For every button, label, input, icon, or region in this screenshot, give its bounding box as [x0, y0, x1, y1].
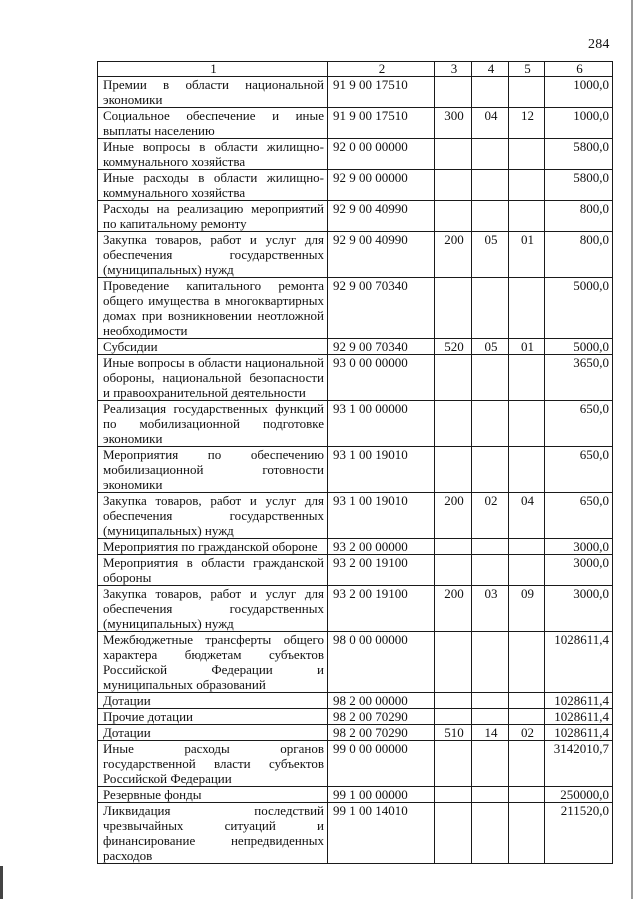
cell-expense-type [435, 632, 472, 693]
cell-target-code: 91 9 00 17510 [328, 108, 435, 139]
cell-section [472, 201, 509, 232]
cell-section [472, 693, 509, 709]
cell-target-code: 93 1 00 00000 [328, 401, 435, 447]
cell-section [472, 401, 509, 447]
cell-target-code: 93 1 00 19010 [328, 493, 435, 539]
cell-section [472, 139, 509, 170]
table-row [98, 355, 613, 401]
cell-amount: 211520,0 [545, 803, 613, 864]
cell-item-name: Резервные фонды [98, 787, 328, 803]
cell-amount: 3000,0 [545, 555, 613, 586]
cell-item-name: Закупка товаров, работ и услуг для обеспечения государственных (муниципальных) нужд [98, 586, 328, 632]
cell-item-name: Закупка товаров, работ и услуг для обеспечения государственных (муниципальных) нужд [98, 493, 328, 539]
scan-left-edge [0, 866, 3, 899]
cell-section [472, 803, 509, 864]
cell-amount: 5800,0 [545, 170, 613, 201]
cell-subsection [509, 77, 545, 108]
column-header: 5 [509, 62, 545, 77]
cell-item-name: Иные расходы органов государственной власти субъектов Российской Федерации [98, 741, 328, 787]
cell-subsection: 02 [509, 725, 545, 741]
cell-amount: 800,0 [545, 232, 613, 278]
cell-section [472, 278, 509, 339]
cell-amount: 3142010,7 [545, 741, 613, 787]
cell-target-code: 93 2 00 19100 [328, 586, 435, 632]
column-header: 3 [435, 62, 472, 77]
table-row [98, 493, 613, 539]
table-row [98, 232, 613, 278]
cell-target-code: 98 2 00 00000 [328, 693, 435, 709]
cell-target-code: 93 0 00 00000 [328, 355, 435, 401]
cell-expense-type: 300 [435, 108, 472, 139]
cell-amount: 1028611,4 [545, 632, 613, 693]
cell-amount: 5800,0 [545, 139, 613, 170]
cell-subsection [509, 355, 545, 401]
cell-subsection: 04 [509, 493, 545, 539]
cell-subsection [509, 201, 545, 232]
cell-amount: 1028611,4 [545, 693, 613, 709]
table-row [98, 401, 613, 447]
cell-expense-type: 510 [435, 725, 472, 741]
cell-target-code: 92 9 00 40990 [328, 201, 435, 232]
cell-subsection [509, 709, 545, 725]
cell-target-code: 92 9 00 00000 [328, 170, 435, 201]
table-row [98, 278, 613, 339]
cell-target-code: 99 1 00 00000 [328, 787, 435, 803]
table-row [98, 741, 613, 787]
table-row [98, 803, 613, 864]
cell-expense-type [435, 555, 472, 586]
table-row [98, 170, 613, 201]
table-row [98, 787, 613, 803]
table-row [98, 632, 613, 693]
cell-item-name: Мероприятия по обеспечению мобилизационной готовности экономики [98, 447, 328, 493]
cell-amount: 650,0 [545, 447, 613, 493]
table-row [98, 725, 613, 741]
table-row [98, 709, 613, 725]
table-row [98, 447, 613, 493]
cell-section: 14 [472, 725, 509, 741]
column-header: 4 [472, 62, 509, 77]
cell-amount: 800,0 [545, 201, 613, 232]
cell-subsection [509, 803, 545, 864]
cell-section: 02 [472, 493, 509, 539]
cell-section [472, 632, 509, 693]
cell-expense-type [435, 539, 472, 555]
cell-section [472, 447, 509, 493]
cell-amount: 3000,0 [545, 539, 613, 555]
cell-expense-type [435, 170, 472, 201]
cell-target-code: 93 1 00 19010 [328, 447, 435, 493]
cell-target-code: 98 2 00 70290 [328, 725, 435, 741]
cell-item-name: Иные вопросы в области жилищно-коммунального хозяйства [98, 139, 328, 170]
column-header: 1 [98, 62, 328, 77]
table-row [98, 108, 613, 139]
cell-target-code: 99 0 00 00000 [328, 741, 435, 787]
cell-expense-type [435, 355, 472, 401]
table-header-row [98, 62, 613, 77]
cell-item-name: Иные расходы в области жилищно-коммунального хозяйства [98, 170, 328, 201]
cell-expense-type [435, 77, 472, 108]
cell-item-name: Иные вопросы в области национальной обороны, национальной безопасности и правоохранительной деятельности [98, 355, 328, 401]
cell-expense-type: 200 [435, 493, 472, 539]
cell-item-name: Проведение капитального ремонта общего имущества в многоквартирных домах при возникновении неотложной необходимости [98, 278, 328, 339]
cell-item-name: Дотации [98, 725, 328, 741]
cell-target-code: 92 9 00 70340 [328, 339, 435, 355]
budget-table [97, 61, 613, 864]
cell-expense-type [435, 201, 472, 232]
cell-amount: 1028611,4 [545, 725, 613, 741]
cell-item-name: Межбюджетные трансферты общего характера бюджетам субъектов Российской Федерации и муниципальных образований [98, 632, 328, 693]
cell-subsection: 01 [509, 232, 545, 278]
cell-target-code: 93 2 00 19100 [328, 555, 435, 586]
cell-subsection: 09 [509, 586, 545, 632]
cell-subsection [509, 447, 545, 493]
cell-section: 05 [472, 339, 509, 355]
table-row [98, 555, 613, 586]
cell-subsection: 12 [509, 108, 545, 139]
cell-section [472, 539, 509, 555]
cell-target-code: 99 1 00 14010 [328, 803, 435, 864]
cell-target-code: 92 9 00 70340 [328, 278, 435, 339]
cell-subsection [509, 693, 545, 709]
cell-item-name: Расходы на реализацию мероприятий по капитальному ремонту [98, 201, 328, 232]
cell-item-name: Дотации [98, 693, 328, 709]
cell-amount: 1000,0 [545, 108, 613, 139]
column-header: 6 [545, 62, 613, 77]
cell-subsection [509, 139, 545, 170]
cell-target-code: 98 0 00 00000 [328, 632, 435, 693]
cell-subsection [509, 278, 545, 339]
table-row [98, 339, 613, 355]
cell-item-name: Закупка товаров, работ и услуг для обеспечения государственных (муниципальных) нужд [98, 232, 328, 278]
cell-amount: 3650,0 [545, 355, 613, 401]
cell-subsection: 01 [509, 339, 545, 355]
cell-expense-type [435, 278, 472, 339]
table-row [98, 586, 613, 632]
cell-subsection [509, 787, 545, 803]
cell-amount: 5000,0 [545, 339, 613, 355]
cell-section [472, 355, 509, 401]
table-row [98, 139, 613, 170]
cell-amount: 250000,0 [545, 787, 613, 803]
cell-item-name: Прочие дотации [98, 709, 328, 725]
cell-expense-type: 520 [435, 339, 472, 355]
cell-subsection [509, 741, 545, 787]
cell-section [472, 787, 509, 803]
cell-target-code: 92 9 00 40990 [328, 232, 435, 278]
cell-amount: 5000,0 [545, 278, 613, 339]
cell-expense-type [435, 447, 472, 493]
cell-section: 03 [472, 586, 509, 632]
cell-expense-type [435, 787, 472, 803]
cell-target-code: 92 0 00 00000 [328, 139, 435, 170]
cell-expense-type [435, 803, 472, 864]
cell-amount: 650,0 [545, 401, 613, 447]
cell-subsection [509, 170, 545, 201]
page-number: 284 [588, 37, 610, 52]
cell-target-code: 93 2 00 00000 [328, 539, 435, 555]
cell-expense-type [435, 741, 472, 787]
cell-section: 04 [472, 108, 509, 139]
cell-item-name: Реализация государственных функций по мобилизационной подготовке экономики [98, 401, 328, 447]
cell-item-name: Мероприятия по гражданской обороне [98, 539, 328, 555]
cell-target-code: 91 9 00 17510 [328, 77, 435, 108]
table-row [98, 693, 613, 709]
cell-amount: 650,0 [545, 493, 613, 539]
table-row [98, 77, 613, 108]
cell-section [472, 741, 509, 787]
cell-amount: 1000,0 [545, 77, 613, 108]
table-row [98, 201, 613, 232]
scan-right-edge [631, 0, 633, 899]
cell-target-code: 98 2 00 70290 [328, 709, 435, 725]
cell-section [472, 77, 509, 108]
cell-section [472, 170, 509, 201]
cell-amount: 3000,0 [545, 586, 613, 632]
cell-subsection [509, 632, 545, 693]
cell-section [472, 709, 509, 725]
cell-expense-type [435, 401, 472, 447]
cell-amount: 1028611,4 [545, 709, 613, 725]
cell-item-name: Ликвидация последствий чрезвычайных ситуаций и финансирование непредвиденных расходов [98, 803, 328, 864]
cell-expense-type [435, 139, 472, 170]
cell-item-name: Социальное обеспечение и иные выплаты населению [98, 108, 328, 139]
cell-subsection [509, 555, 545, 586]
cell-subsection [509, 539, 545, 555]
column-header: 2 [328, 62, 435, 77]
cell-section: 05 [472, 232, 509, 278]
cell-expense-type [435, 709, 472, 725]
cell-item-name: Субсидии [98, 339, 328, 355]
cell-expense-type: 200 [435, 586, 472, 632]
cell-expense-type: 200 [435, 232, 472, 278]
table-row [98, 539, 613, 555]
cell-expense-type [435, 693, 472, 709]
cell-item-name: Мероприятия в области гражданской обороны [98, 555, 328, 586]
cell-subsection [509, 401, 545, 447]
cell-section [472, 555, 509, 586]
cell-item-name: Премии в области национальной экономики [98, 77, 328, 108]
